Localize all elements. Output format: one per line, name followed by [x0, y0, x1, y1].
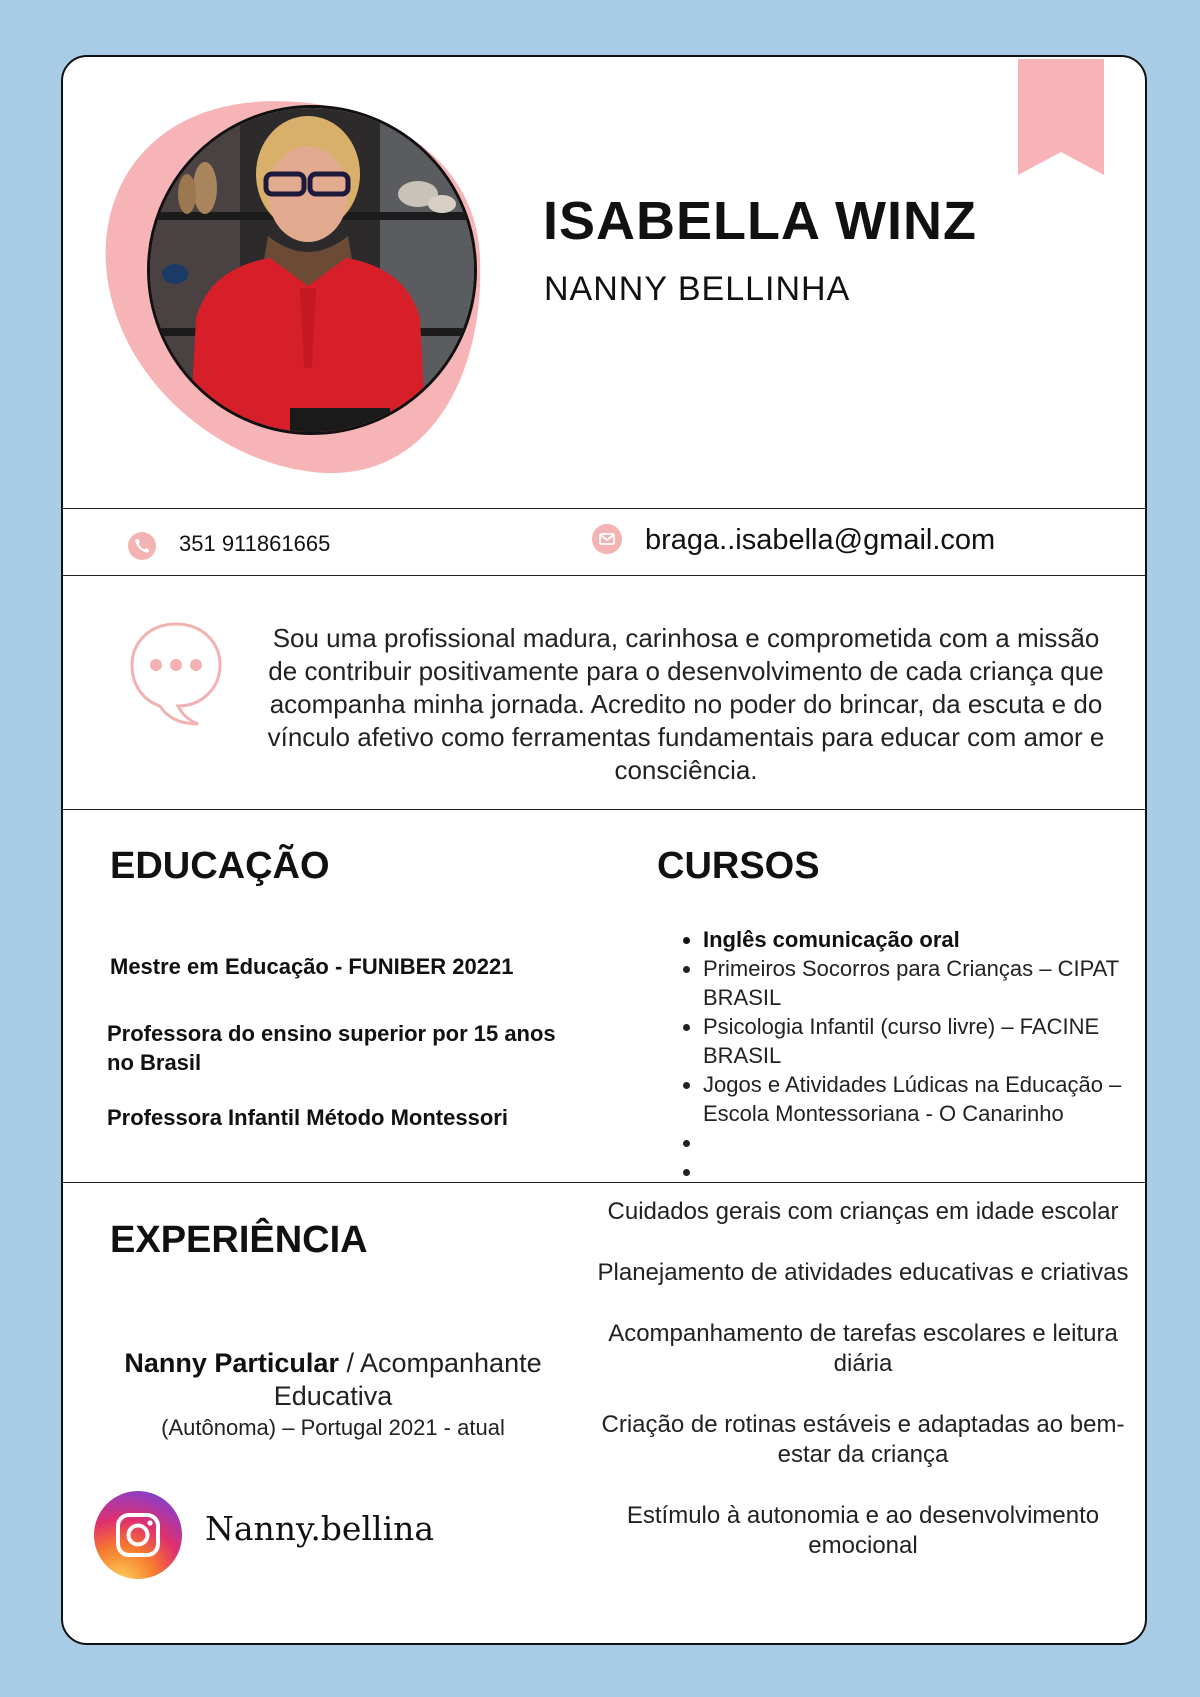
speech-bubble-icon	[126, 618, 226, 728]
course-item: • Inglês comunicação oral	[703, 925, 1123, 954]
profile-name: ISABELLA WINZ	[543, 191, 977, 251]
phone-number[interactable]: 351 911861665	[179, 531, 331, 556]
resume-card	[61, 55, 1147, 1645]
task-item: Acompanhamento de tarefas escolares e leitura diária	[608, 1320, 1118, 1377]
profile-photo	[147, 105, 477, 435]
task-item: Criação de rotinas estáveis e adaptadas ao bem-estar da criança	[601, 1411, 1125, 1468]
job-title-rest: / Acompanhante Educativa	[273, 1348, 542, 1411]
course-item: • Primeiros Socorros para Crianças – CIPAT BRASIL	[703, 954, 1123, 1012]
phone-icon	[128, 532, 156, 560]
divider	[63, 575, 1145, 576]
divider	[63, 508, 1145, 509]
email-address[interactable]: braga..isabella@gmail.com	[645, 524, 996, 556]
education-title: EDUCAÇÃO	[110, 845, 330, 887]
education-item: Mestre em Educação - FUNIBER 20221	[110, 954, 514, 979]
job-title-bold: Nanny Particular	[124, 1348, 339, 1378]
task-item: Cuidados gerais com crianças em idade escolar	[607, 1198, 1119, 1225]
courses-list	[678, 925, 1123, 1186]
education-item: Professora Infantil Método Montessori	[107, 1105, 508, 1130]
course-item: • Jogos e Atividades Lúdicas na Educação – Escola Montessoriana - O Canarinho	[703, 1070, 1123, 1128]
divider	[63, 809, 1145, 810]
experience-tasks	[593, 1197, 1133, 1592]
mail-icon	[592, 524, 622, 554]
instagram-handle[interactable]: Nanny.bellina	[205, 1509, 435, 1548]
job-entry	[83, 1347, 583, 1443]
education-item: Professora do ensino superior por 15 anos no Brasil	[107, 1021, 556, 1075]
instagram-icon[interactable]	[93, 1490, 183, 1580]
divider	[63, 1182, 1145, 1183]
task-item: Planejamento de atividades educativas e criativas	[597, 1259, 1129, 1286]
profile-subtitle: NANNY BELLINHA	[544, 270, 851, 308]
course-item: • Psicologia Infantil (curso livre) – FACINE BRASIL	[703, 1012, 1123, 1070]
experience-title: EXPERIÊNCIA	[110, 1219, 368, 1261]
courses-title: CURSOS	[657, 845, 820, 887]
bookmark-ribbon-icon	[1018, 59, 1104, 177]
task-item: Estímulo à autonomia e ao desenvolvimento emocional	[626, 1502, 1100, 1559]
about-text: Sou uma profissional madura, carinhosa e comprometida com a missão de contribuir positivamente para o desenvolvimento de cada criança que acompanha minha jornada. Acredito no poder do brincar, da escuta e do vínculo afetivo como ferramentas fundamentais para educar com amor e consciência.	[267, 623, 1105, 785]
job-title	[83, 1347, 583, 1413]
job-detail: (Autônoma) – Portugal 2021 - atual	[161, 1415, 505, 1440]
course-item	[703, 1128, 1123, 1157]
